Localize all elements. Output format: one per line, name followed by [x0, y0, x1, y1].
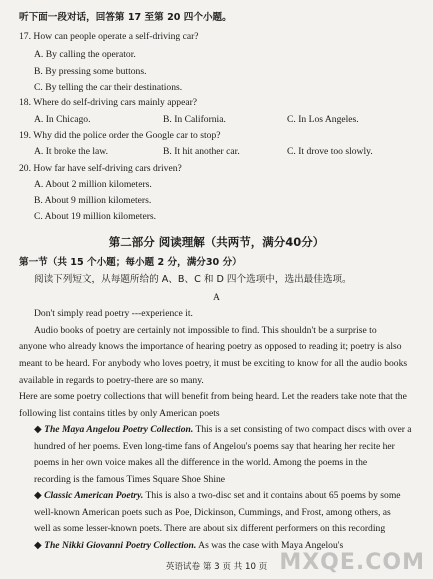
- bullet-icon: ◆: [34, 490, 42, 501]
- listening-instruction: 听下面一段对话，回答第 17 至第 20 四个小题。: [19, 12, 232, 23]
- q18-option-b: B. In California.: [163, 114, 226, 125]
- list-item-1: [34, 424, 412, 436]
- q19-option-c: C. It drove too slowly.: [287, 146, 373, 157]
- page-footer: 英语试卷 第 3 页 共 10 页: [165, 562, 268, 572]
- q17-option-b: B. By pressing some buttons.: [34, 66, 147, 77]
- passage-line-5: available in regards to poetry-there are so many.: [19, 375, 204, 386]
- passage-line-2: Audio books of poetry are certainly not impossible to find. This shouldn't be a surprise to: [34, 325, 377, 336]
- question-20: 20. How far have self-driving cars driven?: [19, 163, 182, 174]
- passage-line-3: anyone who already knows the importance of hearing poetry as opposed to reading it; poetry is also: [19, 341, 402, 352]
- watermark-logo: MXQE.COM: [279, 550, 425, 575]
- q19-option-b: B. It hit another car.: [163, 146, 240, 157]
- list-item-text: This is also a two-disc set and it contains about 65 poems by some: [143, 490, 401, 501]
- passage-line-6: Here are some poetry collections that will benefit from being heard. Let the readers take note that the: [19, 391, 407, 402]
- question-19: 19. Why did the police order the Google car to stop?: [19, 130, 221, 141]
- section1-instructions: 阅读下列短文，从每题所给的 A、B、C 和 D 四个选项中，选出最佳选项。: [34, 274, 352, 285]
- list-item-1-line-2: hundred of her poems. Even long-time fans of Angelou's poems say that hearing her recite her: [34, 441, 395, 452]
- list-item-2-line-2: well-known American poets such as Poe, Dickinson, Cummings, and Frost, among others, as: [34, 507, 391, 518]
- q17-option-a: A. By calling the operator.: [34, 49, 136, 60]
- list-item-title: Classic American Poetry.: [44, 490, 144, 501]
- passage-line-1: Don't simply read poetry ---experience it.: [34, 308, 193, 319]
- q18-option-a: A. In Chicago.: [34, 114, 91, 125]
- q18-option-c: C. In Los Angeles.: [287, 114, 359, 125]
- q20-option-c: C. About 19 million kilometers.: [34, 211, 157, 222]
- q20-option-b: B. About 9 million kilometers.: [34, 195, 152, 206]
- list-item-title: The Nikki Giovanni Poetry Collection.: [44, 540, 197, 551]
- question-18: 18. Where do self-driving cars mainly appear?: [19, 97, 198, 108]
- list-item-1-line-3: poems in her own voice makes all the difference in the world. Among the poems in the: [34, 457, 368, 468]
- q19-option-a: A. It broke the law.: [34, 146, 108, 157]
- list-item-2: [34, 490, 401, 502]
- question-17: 17. How can people operate a self-driving car?: [19, 31, 199, 42]
- q17-option-c: C. By telling the car their destinations.: [34, 82, 183, 93]
- list-item-text: This is a set consisting of two compact discs with over a: [193, 424, 412, 435]
- passage-line-4: meant to be heard. For anybody who loves poetry, it must be exciting to know for all the audio books: [19, 358, 408, 369]
- list-item-1-line-4: recording is the famous Times Square Shoe Shine: [34, 474, 226, 485]
- bullet-icon: ◆: [34, 540, 42, 551]
- list-item-text: As was the case with Maya Angelou's: [196, 540, 344, 551]
- passage-line-7: following list contains titles by only American poets: [19, 408, 220, 419]
- list-item-title: The Maya Angelou Poetry Collection.: [44, 424, 194, 435]
- bullet-icon: ◆: [34, 424, 42, 435]
- section1-heading: 第一节（共 15 个小题；每小题 2 分，满分30 分）: [19, 257, 242, 268]
- list-item-2-line-3: well as some lesser-known poets. There are about six different performers on this recording: [34, 523, 386, 534]
- passage-label: A: [213, 292, 220, 303]
- part2-title: 第二部分 阅读理解（共两节，满分40分）: [108, 235, 325, 249]
- q20-option-a: A. About 2 million kilometers.: [34, 179, 152, 190]
